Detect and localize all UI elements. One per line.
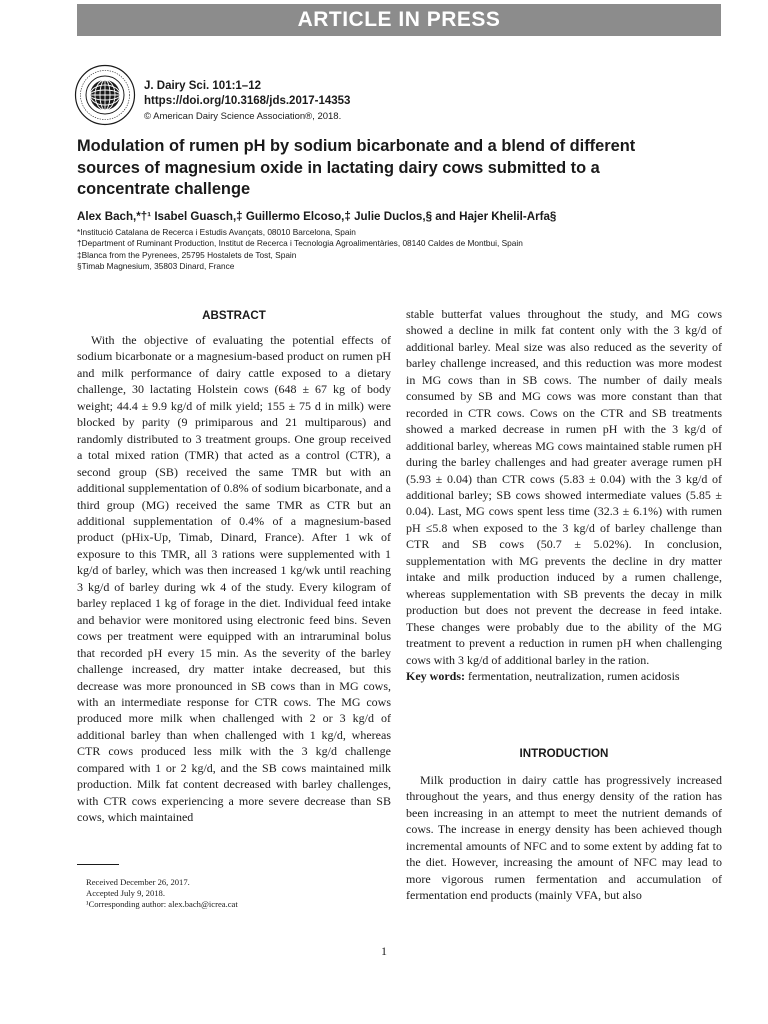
introduction-heading: INTRODUCTION — [519, 747, 609, 760]
article-in-press-banner: ARTICLE IN PRESS — [77, 4, 721, 36]
keywords-list: fermentation, neutralization, rumen acidosis — [468, 668, 680, 683]
affiliations — [77, 227, 737, 272]
doi-link[interactable]: https://doi.org/10.3168/jds.2017-14353 — [144, 95, 351, 107]
accepted-date: Accepted July 9, 2018. — [86, 888, 165, 898]
journal-info — [144, 79, 350, 124]
abstract-left-column — [77, 332, 391, 826]
footnotes — [86, 877, 238, 910]
introduction-paragraph: Milk production in dairy cattle has progressively increased throughout the years, and thus energy density of the ration has been increasing in an attempt to meet the nutrient demands of cows. The increase in energy density has been achieved though incremental amounts of NFC and to some extent by adding fat to the diet. However, increasing the amount of NFC may lead to more vigorous rumen fermentation and accumulation of fermentation end products (mainly VFA, but also — [406, 773, 722, 903]
keywords — [406, 668, 722, 684]
author-list: Alex Bach,*†¹ Isabel Guasch,‡ Guillermo Elcoso,‡ Julie Duclos,§ and Hajer Khelil-Arfa§ — [77, 210, 557, 223]
abstract-right-column — [406, 306, 722, 684]
keywords-label: Key words: — [406, 668, 465, 683]
article-title: Modulation of rumen pH by sodium bicarbonate and a blend of different sources of magnesium oxide in lactating dairy cows submitted to a concentrate challenge — [77, 137, 636, 198]
abstract-continuation: stable butterfat values throughout the study, and MG cows showed a decline in milk fat content only with the 3 kg/d of additional barley. Meal size was also reduced as the severity of barley challenge increased, and this reduction was more modest in MG cows than in SB cows. The number of daily meals consumed by SB and MG cows was more constant than that recorded in CTR cows. Cows on the CTR and SB treatments showed a marked decrease in rumen pH with the 3 kg/d of additional barley, whereas MG cows maintained stable rumen pH during the barley challenges and had greater average rumen pH (5.93 ± 0.04) than CTR cows (5.83 ± 0.04) with the 3 kg/d of additional barley; SB cows showed intermediate values (5.85 ± 0.04). Last, MG cows spent less time (32.3 ± 6.1%) with rumen pH ≤5.8 when exposed to the 3 kg/d of barley challenge than CTR and SB cows (50.7 ± 5.02%). In conclusion, supplementation with MG prevents the decline in dry matter intake and milk production induced by a rumen challenge, whereas supplementation with SB prevents the decay in milk production but does not prevent the decrease in feed intake. These changes were probably due to the ability of the MG treatment to prevent a reduction in rumen pH when challenging cows with 3 kg/d of additional barley in the ration. — [406, 307, 722, 667]
abstract-paragraph: With the objective of evaluating the potential effects of sodium bicarbonate or a magnesium-based product on rumen pH and milk performance of dairy cattle exposed to a dietary challenge, 30 lactating Holstein cows (648 ± 67 kg of body weight; 44.4 ± 9.9 kg/d of milk yield; 155 ± 75 d in milk) were blocked by parity (9 primiparous and 21 multiparous) and randomly distributed to 3 treatment groups. One group received a total mixed ration (TMR) that acted as a control (CTR), a second group (SB) received the same TMR but with an additional supplementation of 0.8% of sodium bicarbonate, and a third group (MG) received the same TMR as CTR but an additional supplementation of 0.4% of a magnesium-based product (pHix-Up, Timab, Dinard, France). After 1 wk of exposure to this TMR, all 3 rations were supplemented with 1 kg/d of barley, which was then increased 1 kg/wk until reaching 3 kg/d of barley during wk 4 of the study. Every kilogram of barley replaced 1 kg of forage in the diet. Individual feed intake and behavior were monitored using electronic feed bins. Seven cows per treatment were equipped with an intraruminal bolus that recorded pH every 15 min. As the severity of the barley challenge increased, dry matter intake decreased, but this decrease was more pronounced in SB cows than in MG cows, with an intermediate response for CTR cows. The MG cows produced more milk when challenged with 2 or 3 kg/d of additional barley than when challenged with 1 kg/d, whereas CTR cows produced less milk with the 3 kg/d challenge compared with 1 or 2 kg/d, and the SB cows maintained milk production. Milk fat content decreased with barley challenges, with CTR cows experiencing a more severe decrease than SB cows, which maintained — [77, 333, 391, 825]
affiliation-line: ‡Blanca from the Pyrenees, 25795 Hostalets de Tost, Spain — [77, 249, 297, 260]
affiliation-line: †Department of Ruminant Production, Institut de Recerca i Tecnologia Agroalimentàries, 08140 Caldes de Montbui, Spain — [77, 238, 523, 249]
affiliation-line: §Timab Magnesium, 35803 Dinard, France — [77, 260, 235, 271]
copyright-notice: © American Dairy Science Association®, 2018. — [144, 111, 342, 122]
adsa-logo — [74, 64, 136, 126]
page-number: 1 — [381, 944, 387, 958]
affiliation-line: *Institució Catalana de Recerca i Estudis Avançats, 08010 Barcelona, Spain — [77, 227, 356, 237]
corresponding-author: ¹Corresponding author: alex.bach@icrea.cat — [86, 899, 238, 909]
abstract-heading: ABSTRACT — [202, 309, 266, 322]
introduction-body — [406, 772, 722, 904]
received-date: Received December 26, 2017. — [86, 877, 190, 887]
globe-seal-icon — [74, 64, 136, 126]
footnote-divider — [77, 864, 119, 865]
journal-citation: J. Dairy Sci. 101:1–12 — [144, 80, 261, 92]
